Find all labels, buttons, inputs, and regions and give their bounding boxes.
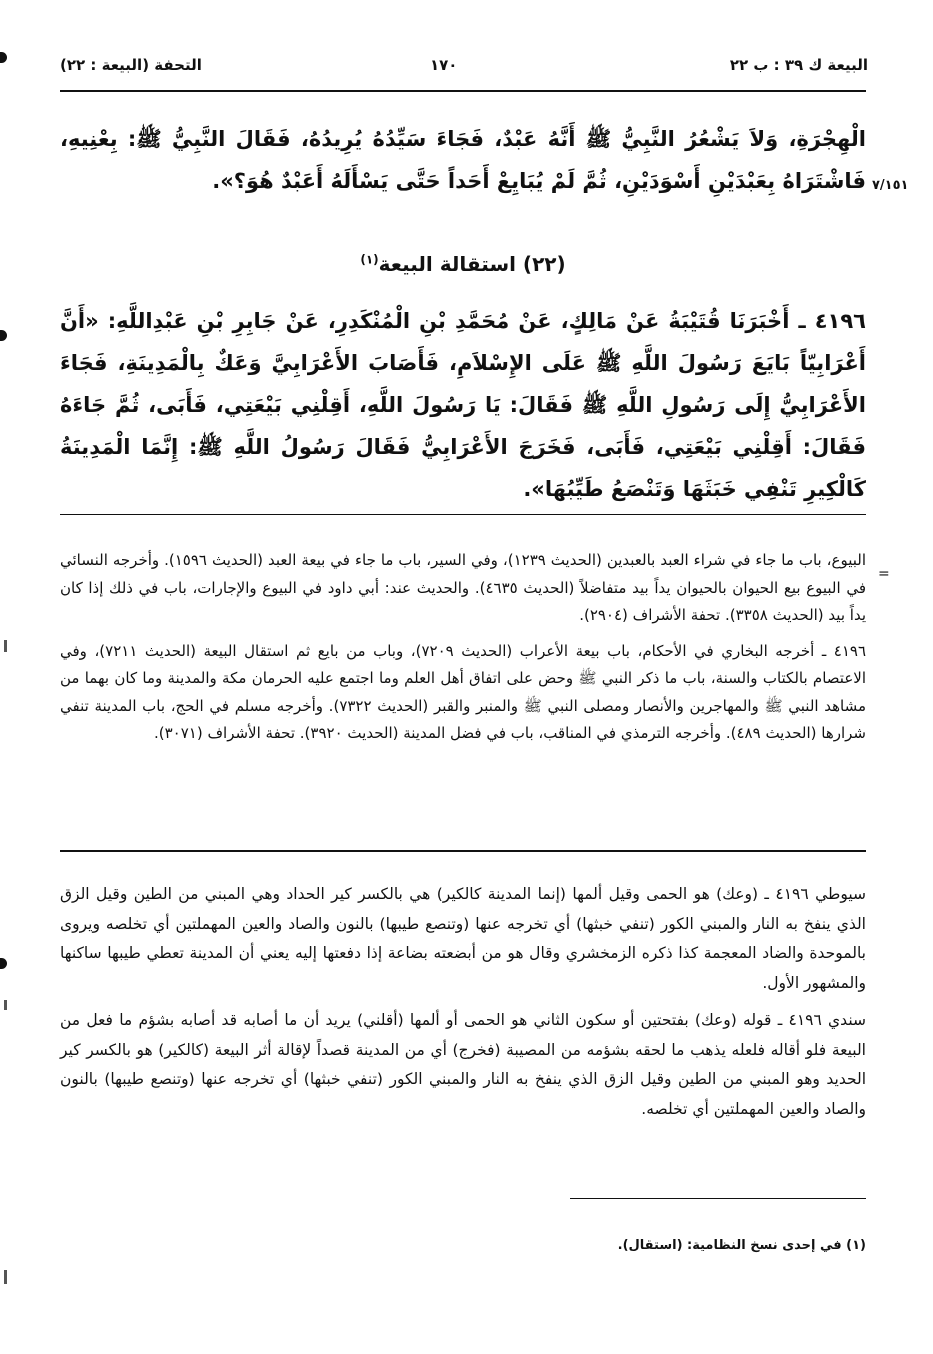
header-rule xyxy=(60,90,866,92)
commentary-rule xyxy=(60,850,866,852)
footnote-rule xyxy=(570,1198,866,1199)
margin-reference: ٧/١٥١ xyxy=(872,178,909,193)
binding-tick xyxy=(4,1270,7,1284)
takhrij-notes xyxy=(60,547,866,756)
previous-hadith-text: الْهِجْرَةِ، وَلاَ يَشْعُرُ النَّبِيُّ ﷺ أَنَّهُ عَبْدٌ، فَجَاءَ سَيِّدُهُ يُرِيدُهُ، فَقَالَ النَّبِيُّ ﷺ: بِعْنِيهِ، فَاشْتَرَاهُ بِعَبْدَيْنِ أَسْوَدَيْنِ، ثُمَّ لَمْ يُبَايِعْ أَحَداً حَتَّى يَسْأَلَهُ أَعَبْدٌ هُوَ؟». xyxy=(60,127,866,193)
header-tuhfa-reference: التحفة (البيعة : ٢٢) xyxy=(60,56,202,74)
chapter-footnote-marker: (١) xyxy=(360,252,379,267)
suyuti-commentary: سيوطي ٤١٩٦ ـ (وعك) هو الحمى وقيل ألمها (إنما المدينة كالكير) هي بالكسر كير الحداد وهي المبني من الطين وقيل الزق الذي ينفخ به النار والمبني الكور (تنفي خبثها) أي تخرجه عنها (وتنصع طيبها) بالنون والصاد والعين المهملتين أي تخلصه ويروى بالموحدة والضاد المعجمة كذا ذكره الزمخشري وقال هو من أبضعته بضاعة إذا دفعتها إليه يعني أن المدينة تعطي طيبها ساكنها والمشهور الأول. xyxy=(60,885,867,992)
continuation-mark: = xyxy=(878,566,890,582)
commentary-section xyxy=(60,880,866,1132)
running-header xyxy=(60,52,868,82)
footnote: (١) في إحدى نسخ النظامية: (استقال). xyxy=(617,1238,866,1253)
takhrij-paragraph: ٤١٩٦ ـ أخرجه البخاري في الأحكام، باب بيعة الأعراب (الحديث ٧٢٠٩)، وباب من بايع ثم استقال البيعة (الحديث ٧٢١١)، وفي الاعتصام بالكتاب والسنة، باب ما ذكر النبي ﷺ وحض على اتفاق أهل العلم وما اجتمع عليه الحرمان مكة والمدينة وما كان بهما من مشاهد النبي ﷺ والمهاجرين والأنصار ومصلى النبي ﷺ والمنبر والقبر (الحديث ٧٣٢٢). وأخرجه مسلم في الحج، باب المدينة تنفي شرارها (الحديث ٤٨٩). وأخرجه الترمذي في المناقب، باب في فضل المدينة (الحديث ٣٩٢٠). تحفة الأشراف (٣٠٧١). xyxy=(60,641,867,742)
sindi-commentary: سندي ٤١٩٦ ـ قوله (وعك) بفتحتين أو سكون الثاني هو الحمى أو ألمها (أقلني) يريد أن ما أصابه قد أصابه بشؤم ما فعل من البيعة فلو أقاله فلعله يذهب ما لحقه بشؤمه من المصيبة (فخرج) أي من المدينة قصداً لإقالة أثر البيعة (كالكير) هو بالكسر كير الحديد وهو المبني من الطين وقيل الزق الذي ينفخ به النار والمبني الكور (تنفي خبثها) أي تخرجه عنها (وتنصع طيبها) بالنون والصاد والعين المهملتين أي تخلصه. xyxy=(60,1011,866,1118)
takhrij-rule xyxy=(60,514,866,515)
binding-mark xyxy=(0,52,7,63)
chapter-title: (٢٢) استقالة البيعة xyxy=(378,252,566,276)
header-book-reference: البيعة ك ٣٩ : ب ٢٢ xyxy=(729,56,868,74)
binding-mark xyxy=(0,958,7,969)
hadith-text: ٤١٩٦ ـ أَخْبَرَنَا قُتَيْبَةُ عَنْ مَالِكٍ، عَنْ مُحَمَّدِ بْنِ الْمُنْكَدِرِ، عَنْ جَابِرِ بْنِ عَبْدِاللَّهِ: «أَنَّ أَعْرَابِيّاً بَايَعَ رَسُولَ اللَّهِ ﷺ عَلَى الإِسْلاَمِ، فَأَصَابَ الأَعْرَابِيَّ وَعَكٌ بِالْمَدِينَةِ، فَجَاءَ الأَعْرَابِيُّ إِلَى رَسُولِ اللَّهِ ﷺ فَقَالَ: يَا رَسُولَ اللَّهِ، أَقِلْنِي بَيْعَتِي، فَأَبَى، ثُمَّ جَاءَهُ فَقَالَ: أَقِلْنِي بَيْعَتِي، فَأَبَى، فَخَرَجَ الأَعْرَابِيُّ فَقَالَ رَسُولُ اللَّهِ ﷺ: إِنَّمَا الْمَدِينَةُ كَالْكِيرِ تَنْفِي خَبَثَهَا وَتَنْصَعُ طَيِّبُهَا». xyxy=(60,309,866,501)
binding-tick xyxy=(4,640,7,652)
binding-mark xyxy=(0,330,7,341)
chapter-heading xyxy=(60,252,866,276)
binding-tick xyxy=(4,1000,7,1010)
takhrij-paragraph: البيوع، باب ما جاء في شراء العبد بالعبدين (الحديث ١٢٣٩)، وفي السير، باب ما جاء في بيعة العبد (الحديث ١٥٩٦). وأخرجه النسائي في البيوع بيع الحيوان بالحيوان يداً بيد متفاضلاً (الحديث ٤٦٣٥). والحديث عند: أبي داود في البيوع والإجارات، باب في ذلك إذا كان يداً بيد (الحديث ٣٣٥٨). تحفة الأشراف (٢٩٠٤). xyxy=(60,551,867,624)
page-number: ١٧٠ xyxy=(430,56,458,74)
